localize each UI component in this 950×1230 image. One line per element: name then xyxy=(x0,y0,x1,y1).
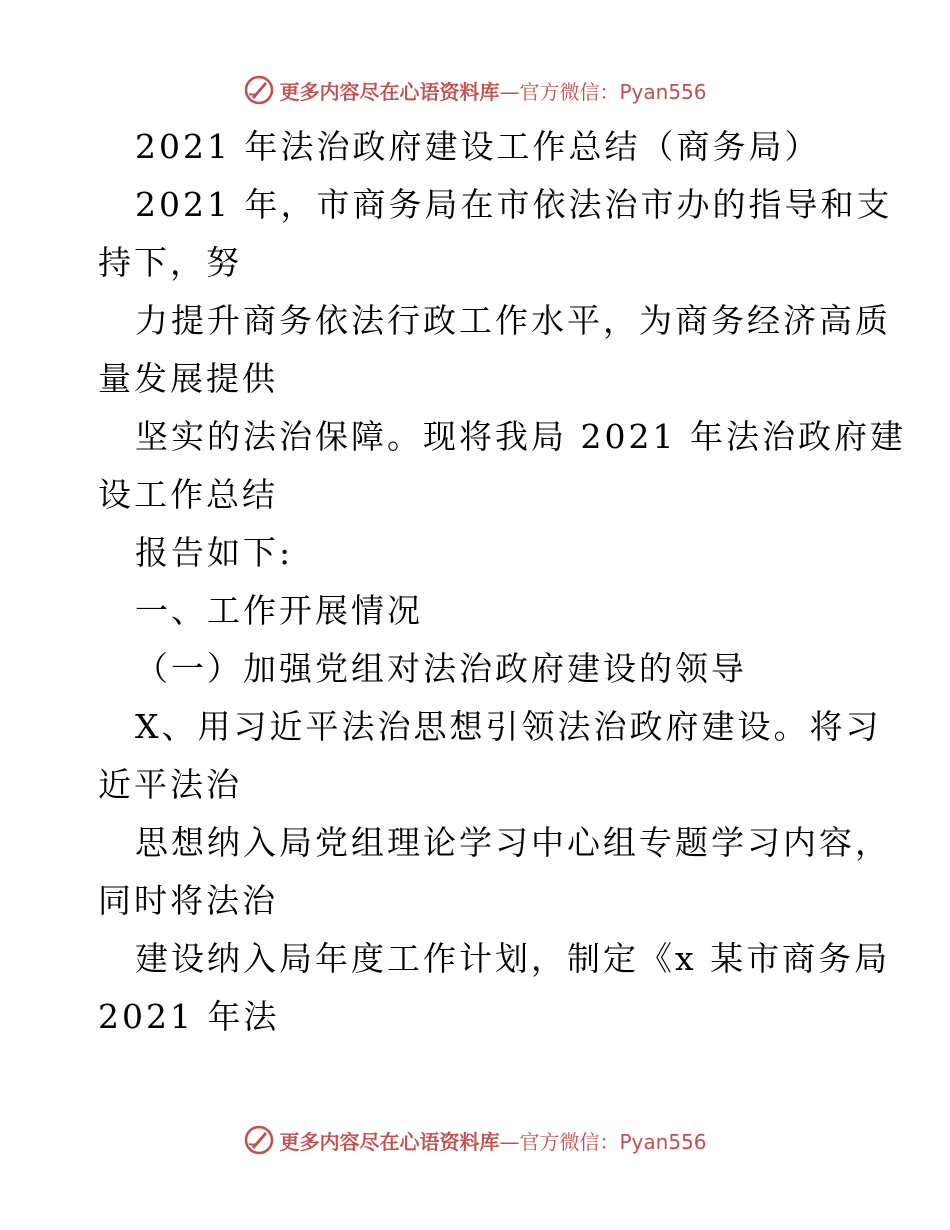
paragraph-line: 2021 年，市商务局在市依法治市办的指导和支 xyxy=(135,185,893,224)
watermark-label: 官方微信： xyxy=(519,1129,620,1154)
paragraph-line: 量发展提供 xyxy=(98,359,278,398)
paragraph-line: X、用习近平法治思想引领法治政府建设。将习 xyxy=(135,707,882,746)
paragraph-line: 力提升商务依法行政工作水平，为商务经济高质 xyxy=(135,301,891,340)
footer-watermark xyxy=(0,1120,950,1160)
section-heading: 一、工作开展情况 xyxy=(135,591,423,630)
paragraph-line: 思想纳入局党组理论学习中心组专题学习内容， xyxy=(135,823,891,862)
paragraph-line: 近平法治 xyxy=(98,765,242,804)
watermark-separator: — xyxy=(499,1129,520,1154)
paragraph-line: 设工作总结 xyxy=(98,475,278,514)
quill-circle-logo-icon xyxy=(243,1124,275,1156)
paragraph-line: 报告如下: xyxy=(135,533,294,572)
paragraph-line: 坚实的法治保障。现将我局 2021 年法治政府建 xyxy=(135,417,906,456)
document-title: 2021 年法治政府建设工作总结（商务局） xyxy=(135,127,821,166)
watermark-label: 官方微信： xyxy=(519,79,620,104)
paragraph-line: 建设纳入局年度工作计划，制定《x 某市商务局 xyxy=(135,939,891,978)
watermark-separator: — xyxy=(499,79,520,104)
paragraph-line: 2021 年法 xyxy=(98,997,280,1036)
watermark-id: Pyan556 xyxy=(619,79,707,104)
watermark-id: Pyan556 xyxy=(619,1129,707,1154)
paragraph-line: 同时将法治 xyxy=(98,881,278,920)
paragraph-line: 持下，努 xyxy=(98,243,242,282)
watermark-main: 更多内容尽在心语资料库 xyxy=(279,1129,500,1154)
watermark-text xyxy=(279,1126,706,1155)
subsection-heading: （一）加强党组对法治政府建设的领导 xyxy=(135,649,747,688)
watermark-main: 更多内容尽在心语资料库 xyxy=(279,79,500,104)
